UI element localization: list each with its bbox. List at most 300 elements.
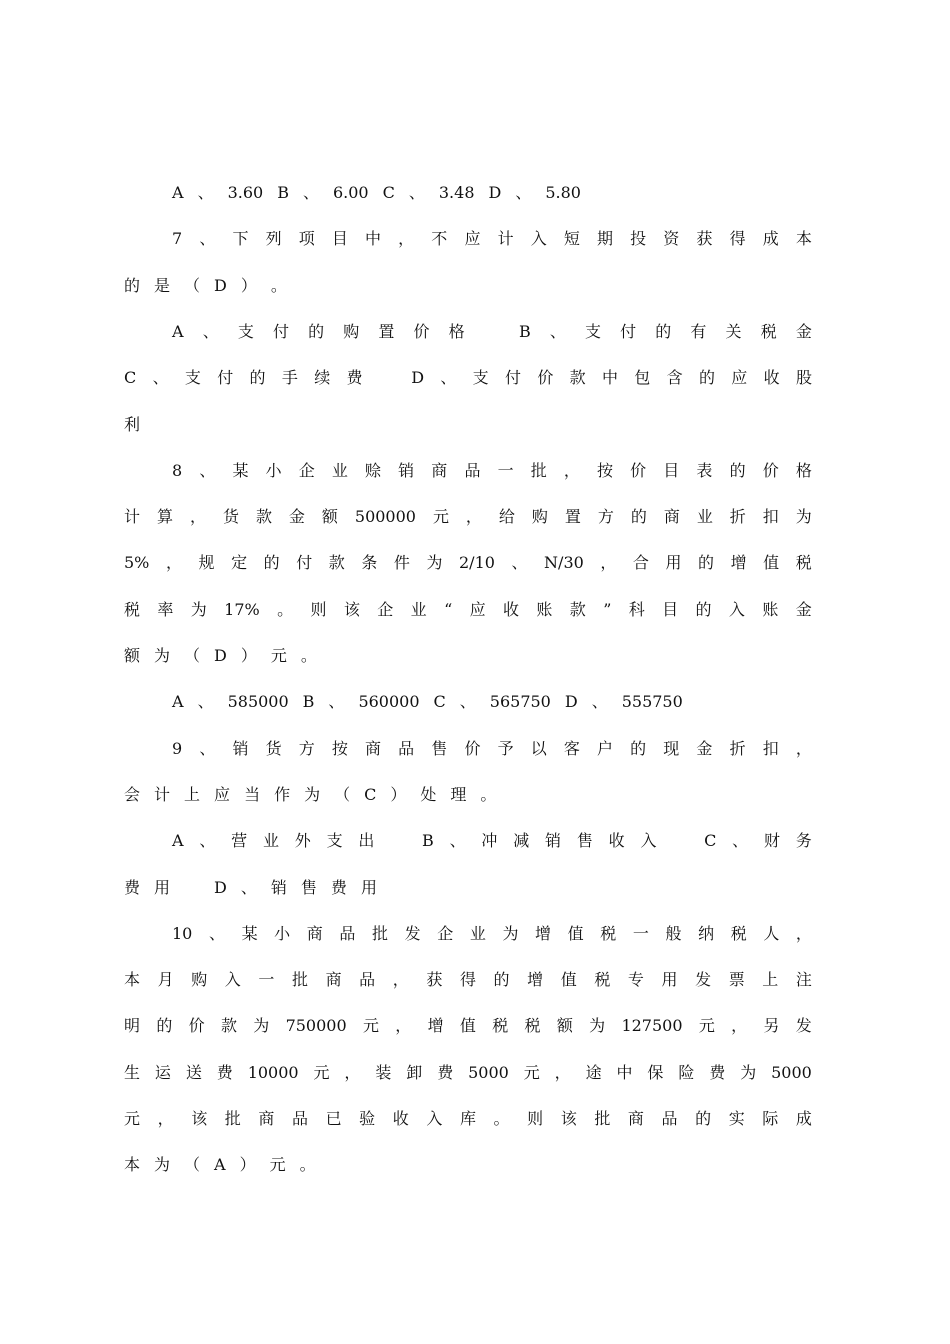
text-token: 目 (662, 600, 679, 619)
text-line (172, 224, 812, 254)
text-token: N/30 (544, 553, 584, 572)
text-token: 业 (262, 831, 279, 850)
text-token: 业 (696, 507, 713, 526)
text-token: 值 (560, 970, 577, 989)
text-line (172, 317, 812, 347)
text-token: 纳 (698, 924, 715, 943)
text-token: 会 (124, 785, 141, 804)
text-token: A (172, 322, 184, 341)
text-token: ” (603, 600, 612, 619)
text-line (172, 734, 812, 764)
text-token: 卸 (406, 1063, 423, 1082)
text-token: 17% (224, 600, 260, 619)
text-token: 款 (328, 553, 345, 572)
text-token: 财 (763, 831, 780, 850)
text-token: 批 (530, 461, 547, 480)
text-token: D (214, 646, 227, 665)
text-token: 增 (730, 553, 747, 572)
text-token: 企 (437, 924, 454, 943)
text-token: 565750 (489, 692, 551, 711)
text-token: 库 (459, 1109, 476, 1128)
text-token: 商 (431, 461, 448, 480)
text-token: ， (465, 507, 482, 526)
text-token: 7 (172, 229, 183, 248)
text-token: 支 (326, 831, 343, 850)
text-token: 元 (523, 1063, 540, 1082)
text-token: 用 (665, 553, 682, 572)
text-token: 、 (240, 878, 257, 897)
text-token: 用 (661, 970, 678, 989)
text-token: 本 (124, 1155, 141, 1174)
text-token: 批 (224, 1109, 241, 1128)
text-token: 款 (569, 600, 586, 619)
text-line (124, 1058, 812, 1088)
text-token: 额 (556, 1016, 573, 1035)
text-token: 应 (731, 368, 748, 387)
text-token: 以 (530, 739, 547, 758)
text-token: 注 (795, 970, 812, 989)
text-token: 应 (464, 229, 481, 248)
text-token: 价 (413, 322, 430, 341)
text-token: 商 (365, 739, 382, 758)
text-token: ， (189, 507, 206, 526)
text-token: ） (239, 1155, 256, 1174)
text-token: 利 (124, 415, 141, 434)
text-token: 短 (563, 229, 580, 248)
text-line (124, 271, 812, 301)
text-token: 费 (216, 1063, 233, 1082)
text-token: 货 (265, 739, 282, 758)
text-token: 元 (432, 507, 449, 526)
text-token: B (277, 183, 289, 202)
text-line (124, 1104, 812, 1134)
text-token: 计 (497, 229, 514, 248)
text-token: 3.60 (227, 183, 264, 202)
text-token: 小 (274, 924, 291, 943)
text-token: 得 (729, 229, 746, 248)
text-token: 为 (304, 785, 321, 804)
text-token: 5000 (468, 1063, 509, 1082)
text-token: 表 (696, 461, 713, 480)
text-token: 获 (426, 970, 443, 989)
text-token: 销 (232, 739, 249, 758)
text-token: D (214, 878, 227, 897)
text-token: B (302, 692, 315, 711)
text-line (172, 826, 812, 856)
text-line (124, 548, 812, 578)
text-line (124, 1150, 812, 1180)
text-token: 获 (696, 229, 713, 248)
text-token: A (172, 183, 184, 202)
text-token: 业 (331, 461, 348, 480)
text-token: ， (795, 739, 812, 758)
text-token: 8 (172, 461, 183, 480)
text-token: 税 (524, 1016, 541, 1035)
text-token: 账 (762, 600, 779, 619)
text-line (124, 780, 812, 810)
text-token: ） (390, 785, 407, 804)
text-token: 、 (152, 368, 169, 387)
text-token: 、 (202, 322, 219, 341)
text-token: 的 (308, 322, 325, 341)
text-token: 方 (298, 739, 315, 758)
text-token: ， (554, 1063, 571, 1082)
text-token: 10000 (247, 1063, 299, 1082)
text-token (184, 873, 200, 903)
text-token: D (488, 183, 502, 202)
text-token: 本 (795, 229, 812, 248)
text-token: （ (334, 785, 351, 804)
text-token: 企 (377, 600, 394, 619)
text-token: 专 (627, 970, 644, 989)
text-token: 冲 (481, 831, 498, 850)
text-token: 售 (431, 739, 448, 758)
text-token: 、 (197, 692, 214, 711)
text-token: 价 (537, 368, 554, 387)
text-token: 关 (725, 322, 742, 341)
text-token: ， (165, 553, 182, 572)
text-token: 为 (589, 1016, 606, 1035)
text-token: 为 (740, 1063, 757, 1082)
text-token: 外 (294, 831, 311, 850)
text-token: 一 (258, 970, 275, 989)
text-token: 、 (511, 553, 528, 572)
text-token: 用 (154, 878, 171, 897)
text-token: 的 (695, 600, 712, 619)
text-token: 品 (661, 1109, 678, 1128)
text-token: 目 (331, 229, 348, 248)
text-token: 付 (620, 322, 637, 341)
text-token: 赊 (365, 461, 382, 480)
text-token: 560000 (358, 692, 420, 711)
text-token: 6.00 (332, 183, 369, 202)
text-token: 客 (563, 739, 580, 758)
text-token: 则 (527, 1109, 544, 1128)
text-token: 值 (567, 924, 584, 943)
text-token: 费 (709, 1063, 726, 1082)
text-token: 售 (576, 831, 593, 850)
text-token: 付 (272, 322, 289, 341)
text-token: 理 (450, 785, 467, 804)
text-token: 费 (124, 878, 141, 897)
text-line (124, 873, 812, 903)
text-token: 费 (346, 368, 363, 387)
text-token: 不 (431, 229, 448, 248)
text-token: C (704, 831, 717, 850)
text-token: 项 (298, 229, 315, 248)
text-token: 业 (469, 924, 486, 943)
text-token: 发 (795, 1016, 812, 1035)
text-token: 元 (269, 1155, 286, 1174)
text-token: 入 (530, 229, 547, 248)
text-token: 给 (498, 507, 515, 526)
text-token: ， (731, 1016, 748, 1035)
text-token: 税 (124, 600, 141, 619)
text-token: 手 (281, 368, 298, 387)
text-token: B (518, 322, 531, 341)
text-token: 中 (616, 1063, 633, 1082)
text-token: 账 (536, 600, 553, 619)
text-token: 商 (627, 1109, 644, 1128)
text-token: 、 (199, 461, 216, 480)
text-token: 资 (663, 229, 680, 248)
text-token: 用 (360, 878, 377, 897)
text-token: 555750 (621, 692, 683, 711)
text-token: 购 (531, 507, 548, 526)
text-token: 的 (156, 1016, 173, 1035)
text-token: 商 (258, 1109, 275, 1128)
text-line (124, 641, 812, 671)
text-token: 现 (663, 739, 680, 758)
text-token: 当 (244, 785, 261, 804)
text-token: 减 (513, 831, 530, 850)
text-token: C (364, 785, 377, 804)
text-token: 运 (154, 1063, 171, 1082)
text-token: 另 (763, 1016, 780, 1035)
text-token: 3.48 (438, 183, 475, 202)
text-token: ， (157, 1109, 174, 1128)
text-token: 收 (503, 600, 520, 619)
text-token: 应 (469, 600, 486, 619)
text-line (124, 1011, 812, 1041)
text-token: 价 (630, 461, 647, 480)
text-token: 该 (560, 1109, 577, 1128)
text-token: 批 (594, 1109, 611, 1128)
text-token: ， (395, 1016, 412, 1035)
text-token: 下 (232, 229, 249, 248)
text-token: 销 (270, 878, 287, 897)
text-token: 税 (594, 970, 611, 989)
text-token: 价 (762, 461, 779, 480)
text-token: 款 (220, 1016, 237, 1035)
text-token: 金 (795, 600, 812, 619)
text-token: 该 (191, 1109, 208, 1128)
text-token: 置 (378, 322, 395, 341)
text-token: 上 (184, 785, 201, 804)
text-token: 规 (198, 553, 215, 572)
text-token: 元 (362, 1016, 379, 1035)
text-token: 扣 (762, 507, 779, 526)
text-token: 、 (408, 183, 425, 202)
text-token: 。 (300, 646, 317, 665)
text-token: 付 (296, 553, 313, 572)
text-token: 票 (728, 970, 745, 989)
text-token: 增 (427, 1016, 444, 1035)
text-token: 条 (361, 553, 378, 572)
text-token: 险 (678, 1063, 695, 1082)
text-token: 科 (628, 600, 645, 619)
text-token: 、 (199, 739, 216, 758)
text-token: 商 (325, 970, 342, 989)
text-line (172, 919, 812, 949)
text-token: 有 (690, 322, 707, 341)
text-token: 件 (393, 553, 410, 572)
text-token: 价 (464, 739, 481, 758)
text-token: 元 (270, 646, 287, 665)
text-token: 购 (343, 322, 360, 341)
text-token: 投 (630, 229, 647, 248)
text-token: 发 (695, 970, 712, 989)
text-token: 格 (795, 461, 812, 480)
text-token: 元 (698, 1016, 715, 1035)
text-token: 率 (157, 600, 174, 619)
text-token: 的 (249, 368, 266, 387)
text-token: 元 (124, 1109, 141, 1128)
text-token: 。 (299, 1155, 316, 1174)
text-token: 折 (729, 739, 746, 758)
text-token: 、 (199, 831, 216, 850)
text-token: 增 (535, 924, 552, 943)
text-token: 额 (124, 646, 141, 665)
text-token: 、 (440, 368, 457, 387)
text-line (124, 410, 812, 440)
text-token: 销 (545, 831, 562, 850)
text-token: 按 (331, 739, 348, 758)
text-token: 入 (640, 831, 657, 850)
text-token: 、 (591, 692, 608, 711)
text-token: A (172, 692, 184, 711)
text-token: D (214, 276, 227, 295)
text-token: 付 (504, 368, 521, 387)
text-token (672, 826, 688, 856)
text-token: ， (344, 1063, 361, 1082)
text-token: 购 (191, 970, 208, 989)
text-token: 处 (420, 785, 437, 804)
text-token: 为 (154, 646, 171, 665)
text-line (124, 363, 812, 393)
text-token: 入 (728, 600, 745, 619)
text-token: 付 (217, 368, 234, 387)
text-token: 批 (291, 970, 308, 989)
text-token: 户 (597, 739, 614, 758)
text-token: 的 (729, 461, 746, 480)
text-token: 明 (124, 1016, 141, 1035)
text-token: 、 (449, 831, 466, 850)
text-token: （ (184, 646, 201, 665)
text-token: C (124, 368, 137, 387)
text-token: 则 (310, 600, 327, 619)
text-token: 为 (502, 924, 519, 943)
text-token: 2/10 (459, 553, 495, 572)
text-token: 10 (172, 924, 193, 943)
text-token: 、 (732, 831, 749, 850)
text-token: 务 (795, 831, 812, 850)
text-token: 格 (448, 322, 465, 341)
text-token: 生 (124, 1063, 141, 1082)
text-token: 计 (124, 507, 141, 526)
text-token: 算 (156, 507, 173, 526)
text-token: 值 (763, 553, 780, 572)
text-token: 方 (597, 507, 614, 526)
text-line (172, 178, 812, 208)
text-line (124, 502, 812, 532)
text-token: 成 (762, 229, 779, 248)
text-token: 、 (199, 229, 216, 248)
text-line (124, 965, 812, 995)
text-token: 本 (124, 970, 141, 989)
text-token: 目 (663, 461, 680, 480)
text-token: 。 (270, 276, 287, 295)
text-token: 为 (154, 1155, 171, 1174)
text-token: 、 (549, 322, 566, 341)
text-token: 为 (190, 600, 207, 619)
text-token: 的 (493, 970, 510, 989)
text-token: 的 (263, 553, 280, 572)
text-token: 、 (515, 183, 532, 202)
text-token: 品 (464, 461, 481, 480)
text-token: 般 (665, 924, 682, 943)
text-token: 商 (306, 924, 323, 943)
text-token: 人 (763, 924, 780, 943)
text-token: 包 (634, 368, 651, 387)
text-token: 品 (359, 970, 376, 989)
text-token: 税 (492, 1016, 509, 1035)
text-token: 某 (232, 461, 249, 480)
text-token: 某 (241, 924, 258, 943)
text-token: 税 (600, 924, 617, 943)
text-token: 出 (358, 831, 375, 850)
text-token: 小 (265, 461, 282, 480)
text-token: 一 (497, 461, 514, 480)
text-token: 保 (647, 1063, 664, 1082)
text-token: 的 (630, 507, 647, 526)
text-token: 商 (663, 507, 680, 526)
text-token: （ (184, 1155, 201, 1174)
text-token: A (214, 1155, 226, 1174)
text-token: 税 (730, 924, 747, 943)
text-token: 送 (185, 1063, 202, 1082)
text-token: 支 (584, 322, 601, 341)
text-token: 金 (288, 507, 305, 526)
text-token: 的 (695, 1109, 712, 1128)
text-token: 9 (172, 739, 183, 758)
text-token: ） (240, 276, 257, 295)
text-token: 税 (795, 553, 812, 572)
text-line (172, 687, 812, 717)
text-token: ， (563, 461, 580, 480)
text-token: 元 (313, 1063, 330, 1082)
text-token: “ (444, 600, 453, 619)
text-token: 已 (325, 1109, 342, 1128)
text-token: 月 (157, 970, 174, 989)
text-line (124, 595, 812, 625)
text-token: 、 (197, 183, 214, 202)
text-token: 、 (328, 692, 345, 711)
text-token: 货 (222, 507, 239, 526)
text-token: 入 (426, 1109, 443, 1128)
text-token: 合 (632, 553, 649, 572)
text-token: 5000 (771, 1063, 812, 1082)
text-token: 收 (763, 368, 780, 387)
text-token: 支 (237, 322, 254, 341)
text-token: 折 (729, 507, 746, 526)
text-token: C (433, 692, 446, 711)
text-token: 列 (265, 229, 282, 248)
text-token: 127500 (621, 1016, 683, 1035)
text-token: 际 (762, 1109, 779, 1128)
text-token: 税 (760, 322, 777, 341)
text-token: 予 (497, 739, 514, 758)
text-token: 支 (184, 368, 201, 387)
text-token: 入 (224, 970, 241, 989)
text-token: 增 (527, 970, 544, 989)
text-token: 500000 (354, 507, 416, 526)
text-token: 。 (480, 785, 497, 804)
text-token: 置 (564, 507, 581, 526)
text-token: 750000 (285, 1016, 347, 1035)
text-token: ） (240, 646, 257, 665)
text-token: 支 (472, 368, 489, 387)
